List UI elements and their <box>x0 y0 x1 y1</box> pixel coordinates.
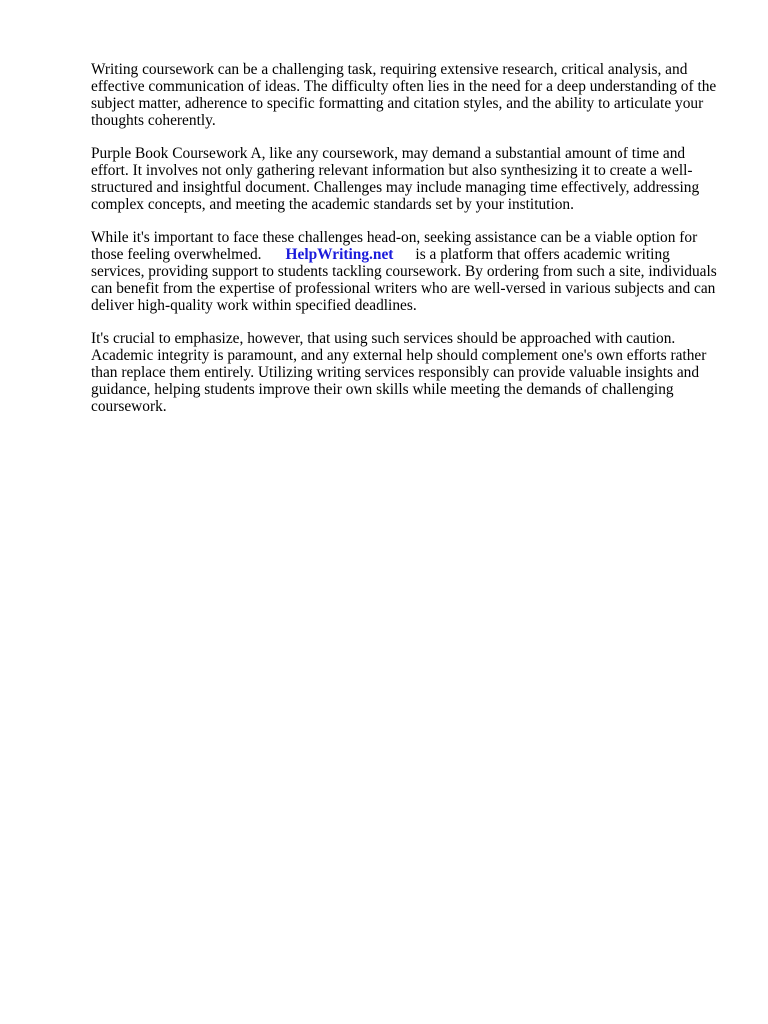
paragraph-assistance <box>91 229 721 314</box>
paragraph-intro: Writing coursework can be a challenging task, requiring extensive research, critical analysis, and effective communication of ideas. The difficulty often lies in the need for a deep understanding of the subject matter, adherence to specific formatting and citation styles, and the ability to articulate your thoughts coherently. <box>91 61 717 129</box>
paragraph-caution: It's crucial to emphasize, however, that using such services should be approached with caution. Academic integrity is paramount, and any external help should complement one's own efforts rather than replace them entirely. Utilizing writing services responsibly can provide valuable insights and guidance, helping students improve their own skills while meeting the demands of challenging coursework. <box>91 330 707 415</box>
document-page <box>91 61 721 431</box>
paragraph-purple-book: Purple Book Coursework A, like any coursework, may demand a substantial amount of time and effort. It involves not only gathering relevant information but also synthesizing it to create a well-structured and insightful document. Challenges may include managing time effectively, addressing complex concepts, and meeting the academic standards set by your institution. <box>91 145 700 213</box>
paragraph-assistance-after: is a platform that offers academic writing services, providing support to students tackling coursework. By ordering from such a site, individuals can benefit from the expertise of professional writers who are well-versed in various subjects and can deliver high-quality work within specified deadlines. <box>91 246 717 314</box>
helpwriting-link[interactable]: HelpWriting.net <box>285 246 394 263</box>
paragraph-assistance-before: While it's important to face these challenges head-on, seeking assistance can be a viable option for those feeling overwhelmed. <box>91 229 698 263</box>
